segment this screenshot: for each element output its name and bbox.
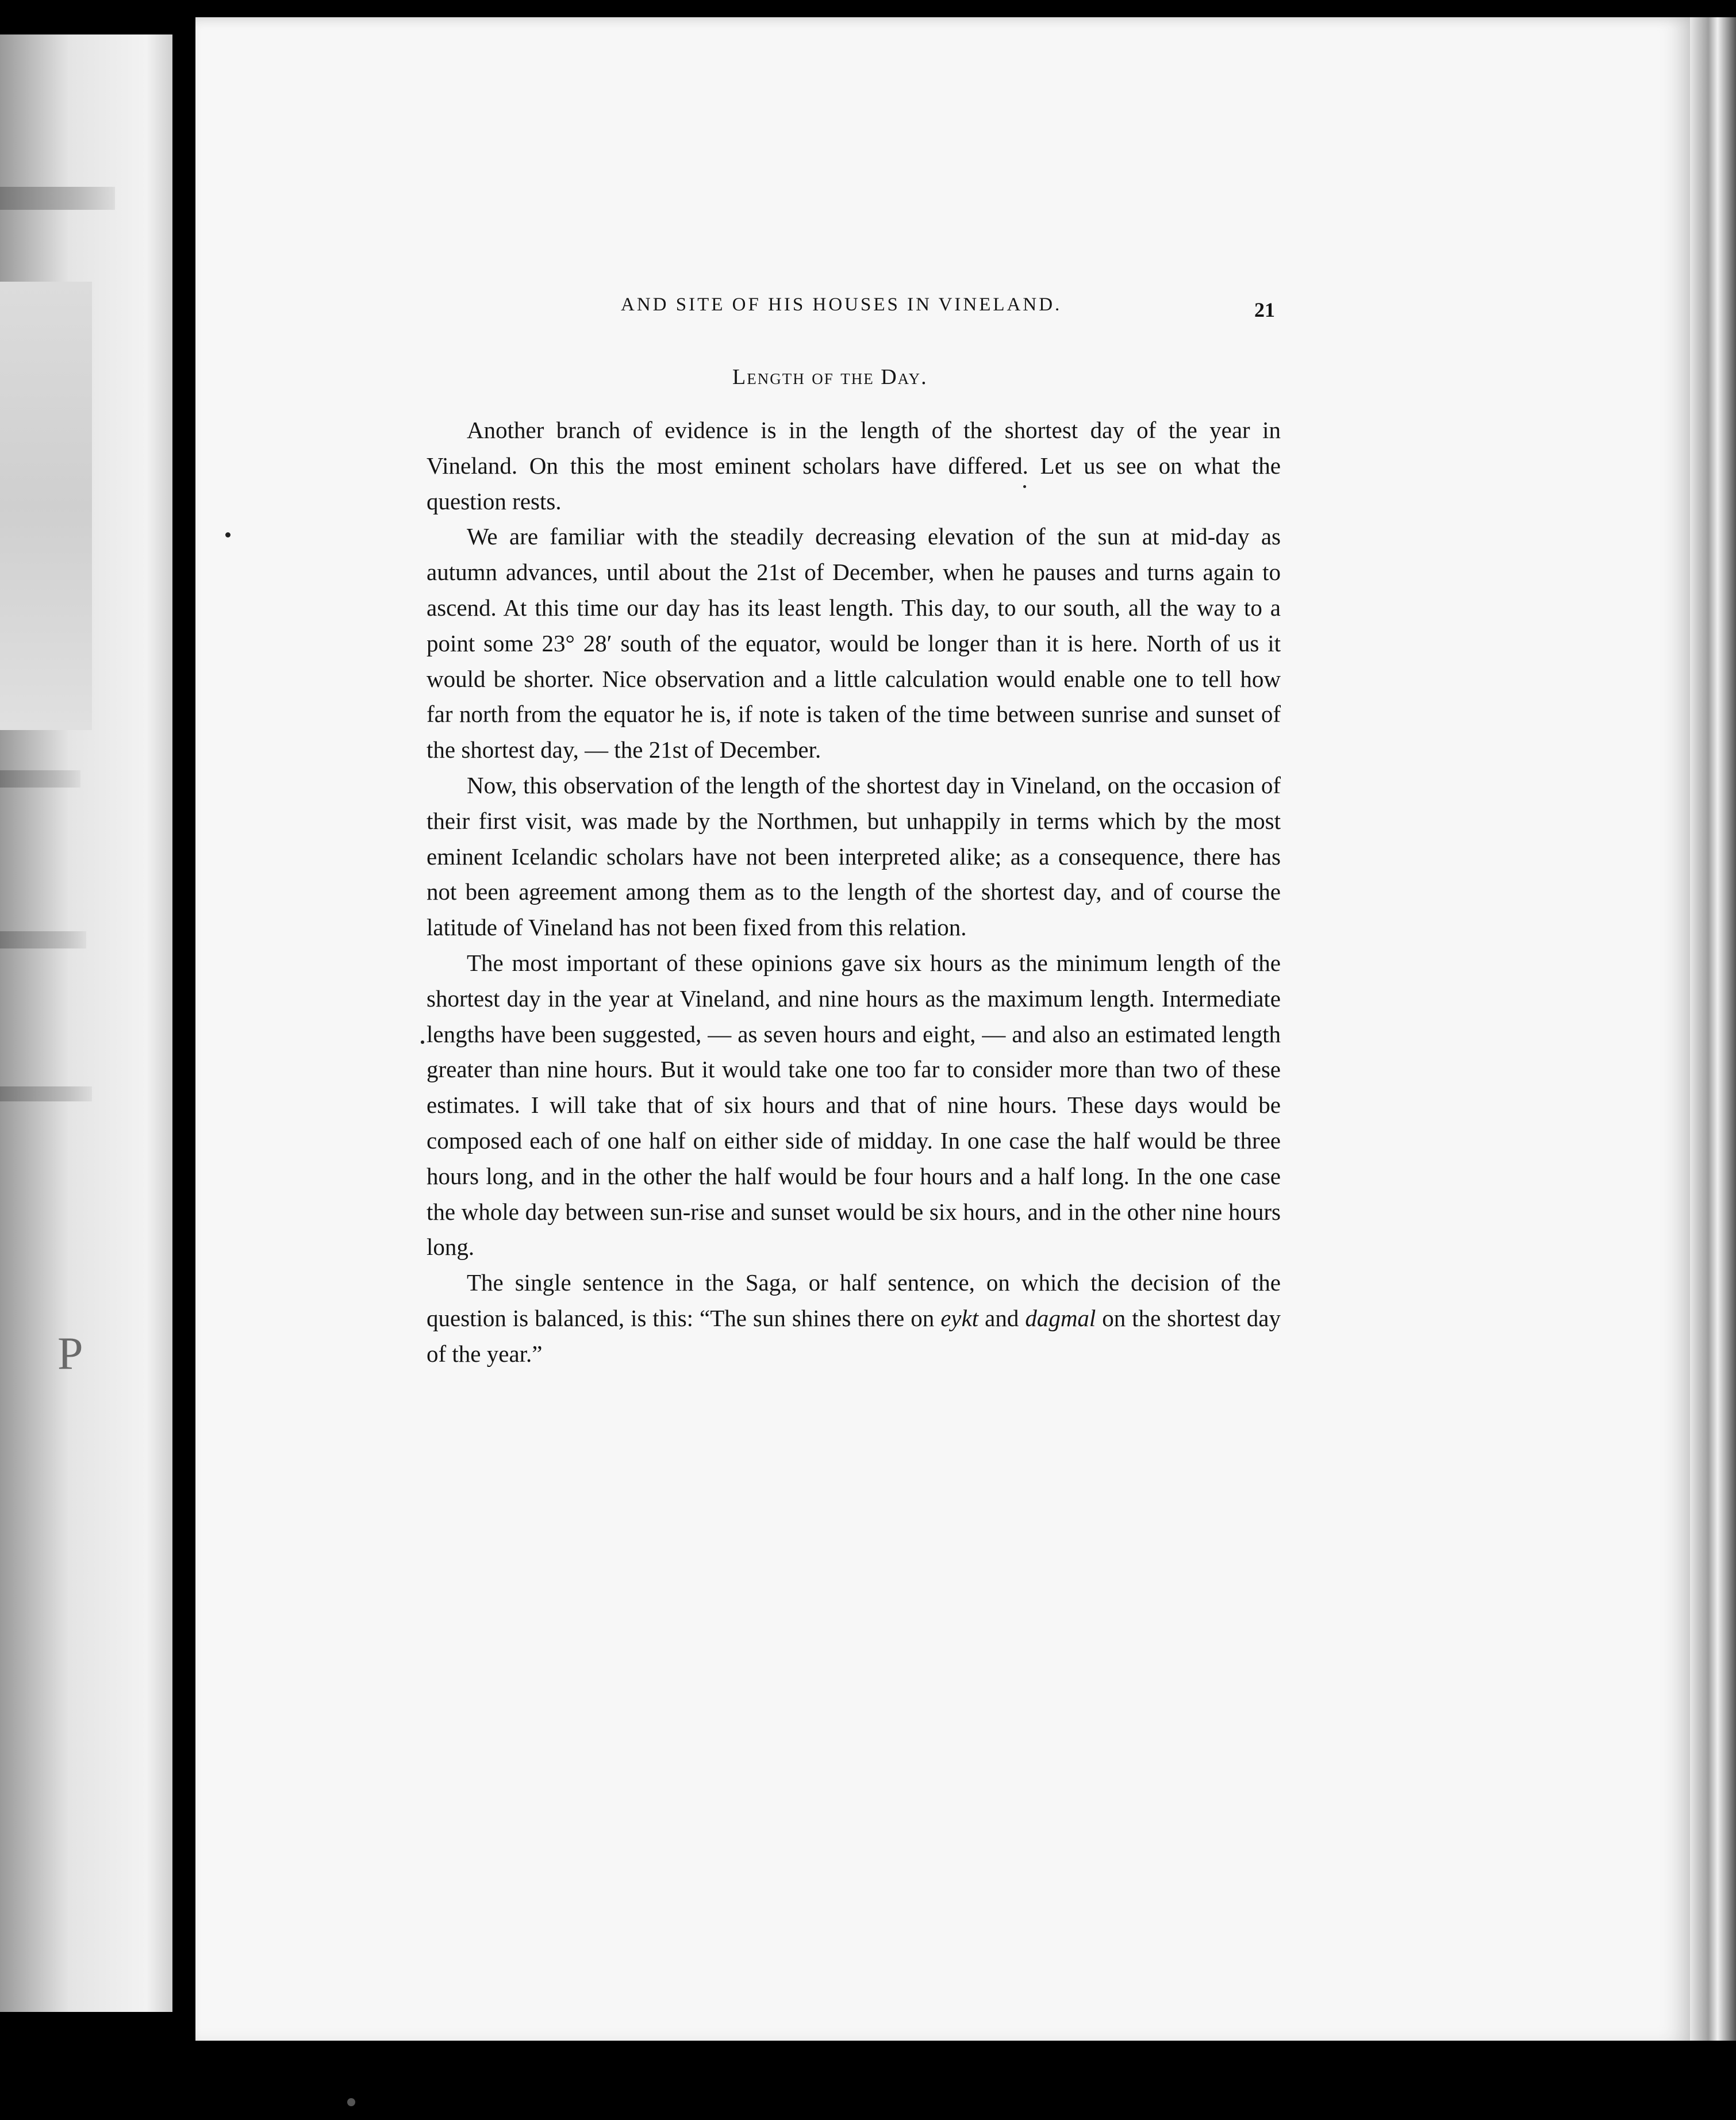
page-edge bbox=[1690, 17, 1736, 2041]
scan-speck bbox=[225, 532, 231, 537]
paragraph bbox=[427, 1265, 1281, 1372]
facing-page-illustration bbox=[0, 282, 92, 730]
facing-page-rule bbox=[0, 187, 115, 210]
facing-page-letter: P bbox=[57, 1328, 83, 1379]
facing-page-rule bbox=[0, 770, 80, 788]
paragraph: Another branch of evidence is in the length of the shortest day of the year in Vineland. On this the most eminent scholars have differed. Let us see on what the question rests. bbox=[427, 417, 1281, 514]
facing-page bbox=[0, 34, 172, 2012]
scan-speck bbox=[347, 2098, 355, 2106]
facing-page-rule bbox=[0, 931, 86, 948]
scan-speck bbox=[1023, 485, 1026, 488]
italic-term: eykt bbox=[940, 1304, 979, 1331]
paragraph: Now, this observation of the length of the shortest day in Vineland, on the occasion of their first visit, was made by the Northmen, but unhappily in terms which by the most eminent Icelandic scholars have not been interpreted alike; as a consequence, there has not been agreement among them as to the length of the shortest day, and of course the latitude of Vineland has not been fixed from this relation. bbox=[427, 771, 1281, 941]
running-head: AND SITE OF HIS HOUSES IN VINELAND. bbox=[621, 294, 1062, 315]
facing-page-rule bbox=[0, 1086, 92, 1101]
italic-term: dagmal bbox=[1025, 1304, 1096, 1331]
section-title: Length of the Day. bbox=[732, 365, 928, 389]
paragraph-text: The single sentence in the Saga, or half sentence, on which the decision of the question is balanced, is this: “The sun shines there on bbox=[427, 1269, 1281, 1331]
paragraph-text: on the shortest day of the year.” bbox=[427, 1304, 1281, 1367]
paragraph-text: and bbox=[978, 1304, 1026, 1331]
paragraph: The most important of these opinions gave six hours as the minimum length of the shortest day in the year at Vineland, and nine hours as the maximum length. Intermediate lengths have been suggested, — as seven hours and eight, — and also an estimated length greater than nine hours. But it would take one too far to consider more than two of these estimates. I will take that of six hours and that of nine hours. These days would be composed each of one half on either side of midday. In one case the half would be three hours long, and in the other the half would be four hours and a half long. In the one case the whole day between sun-rise and sunset would be six hours, and in the other nine hours long. bbox=[427, 949, 1281, 1261]
page-number: 21 bbox=[1254, 298, 1275, 321]
scan-speck bbox=[421, 1040, 424, 1044]
body-text bbox=[427, 413, 1281, 1372]
paragraph: We are familiar with the steadily decreasing elevation of the sun at mid-day as autumn advances, until about the 21st of December, when he pauses and turns again to ascend. At this time our day has its least length. This day, to our south, all the way to a point some 23° 28′ south of the equator, would be longer than it is here. North of us it would be shorter. Nice observation and a little calculation would enable one to tell how far north from the equator he is, if note is taken of the time between sunrise and sunset of the shortest day, — the 21st of December. bbox=[427, 523, 1281, 763]
